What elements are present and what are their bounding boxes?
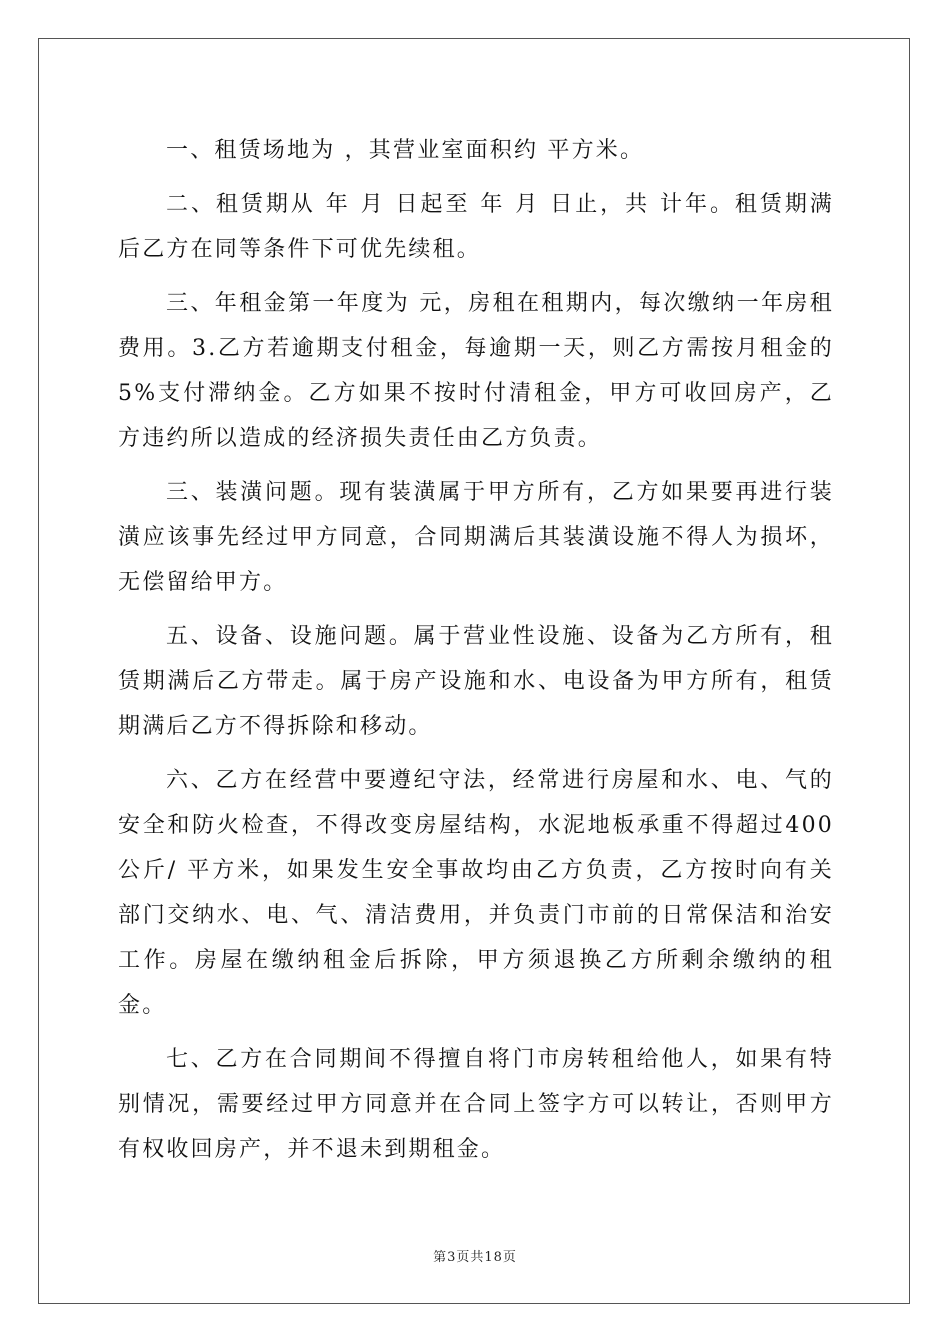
clause-2: 二、租赁期从 年 月 日起至 年 月 日止，共 计年。租赁期满后乙方在同等条件下可优先续租。 <box>118 192 834 262</box>
clause-7: 七、乙方在合同期间不得擅自将门市房转租给他人，如果有特别情况，需要经过甲方同意并在合同上签字方可以转让，否则甲方有权收回房产，并不退未到期租金。 <box>118 1047 834 1162</box>
page-footer <box>0 1250 950 1266</box>
clause-5: 五、设备、设施问题。属于营业性设施、设备为乙方所有，租赁期满后乙方带走。属于房产设施和水、电设备为甲方所有，租赁期满后乙方不得拆除和移动。 <box>118 624 834 739</box>
page-number: 第3页 <box>433 1250 471 1265</box>
clause-4: 三、装潢问题。现有装潢属于甲方所有，乙方如果要再进行装潢应该事先经过甲方同意，合同期满后其装潢设施不得人为损坏，无偿留给甲方。 <box>118 480 834 595</box>
clause-1: 一、租赁场地为 ，其营业室面积约 平方米。 <box>166 138 645 163</box>
document-body <box>118 128 834 1181</box>
clause-3: 三、年租金第一年度为 元，房租在租期内，每次缴纳一年房租费用。3.乙方若逾期支付租金，每逾期一天，则乙方需按月租金的5%支付滞纳金。乙方如果不按时付清租金，甲方可收回房产，乙方违约所以造成的经济损失责任由乙方负责。 <box>118 291 834 451</box>
clause-6: 六、乙方在经营中要遵纪守法，经常进行房屋和水、电、气的安全和防火检查，不得改变房屋结构，水泥地板承重不得超过400 公斤/ 平方米，如果发生安全事故均由乙方负责，乙方按时向有关部门交纳水、电、气、清洁费用，并负责门市前的日常保洁和治安工作。房屋在缴纳租金后拆除，甲方须退换乙方所剩余缴纳的租金。 <box>118 768 834 1018</box>
page-total: 共18页 <box>470 1250 517 1265</box>
